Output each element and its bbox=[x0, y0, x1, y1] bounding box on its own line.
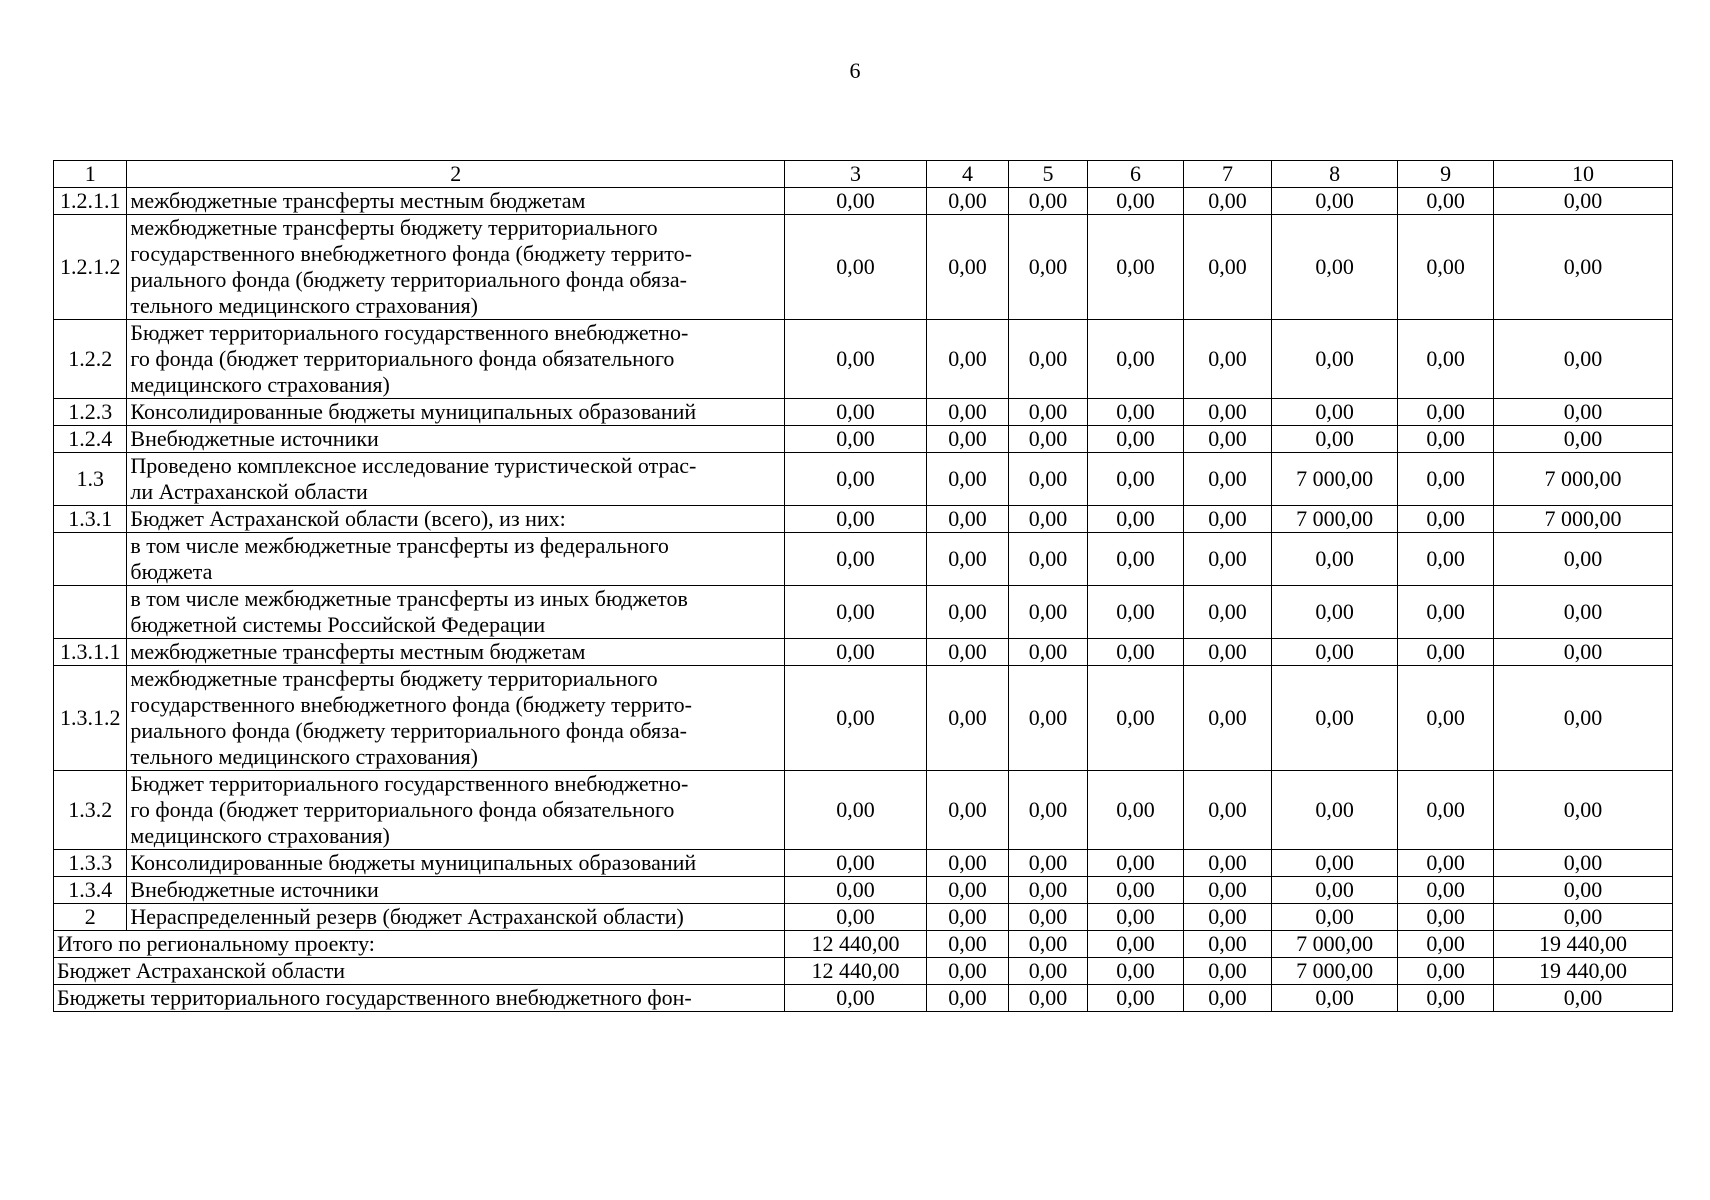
row-name: Консолидированные бюджеты муниципальных образований bbox=[127, 399, 785, 426]
table-row bbox=[54, 850, 1673, 877]
row-value: 0,00 bbox=[1087, 533, 1184, 586]
table-row bbox=[54, 586, 1673, 639]
row-value: 0,00 bbox=[926, 639, 1008, 666]
row-value: 7 000,00 bbox=[1493, 506, 1672, 533]
row-value: 0,00 bbox=[1009, 666, 1087, 771]
row-name: межбюджетные трансферты местным бюджетам bbox=[127, 639, 785, 666]
total-value: 19 440,00 bbox=[1493, 931, 1672, 958]
row-value: 0,00 bbox=[1398, 215, 1494, 320]
row-value: 0,00 bbox=[1271, 215, 1398, 320]
header-cell: 9 bbox=[1398, 161, 1494, 188]
row-value: 0,00 bbox=[1493, 771, 1672, 850]
row-value: 0,00 bbox=[926, 506, 1008, 533]
row-value: 0,00 bbox=[785, 904, 927, 931]
row-value: 0,00 bbox=[1271, 399, 1398, 426]
total-value: 0,00 bbox=[1184, 985, 1271, 1012]
row-value: 0,00 bbox=[1398, 506, 1494, 533]
table-row bbox=[54, 666, 1673, 771]
table-row bbox=[54, 506, 1673, 533]
row-value: 0,00 bbox=[1009, 453, 1087, 506]
row-value: 0,00 bbox=[785, 399, 927, 426]
total-value: 0,00 bbox=[1009, 931, 1087, 958]
header-cell: 4 bbox=[926, 161, 1008, 188]
row-name: Нераспределенный резерв (бюджет Астраханской области) bbox=[127, 904, 785, 931]
row-value: 0,00 bbox=[1009, 877, 1087, 904]
row-value: 0,00 bbox=[1184, 639, 1271, 666]
row-value: 0,00 bbox=[926, 586, 1008, 639]
page-number: 6 bbox=[849, 58, 861, 83]
total-value: 7 000,00 bbox=[1271, 931, 1398, 958]
row-value: 7 000,00 bbox=[1271, 506, 1398, 533]
table-row bbox=[54, 426, 1673, 453]
row-name: межбюджетные трансферты бюджету территориального государственного внебюджетного фонда (бюджету террито- риального фонда (бюджету территориального фонда обяза- тельного медицинского страхования) bbox=[127, 666, 785, 771]
row-value: 0,00 bbox=[1184, 850, 1271, 877]
row-code: 1.3 bbox=[54, 453, 127, 506]
table-row bbox=[54, 453, 1673, 506]
row-value: 0,00 bbox=[926, 904, 1008, 931]
row-value: 0,00 bbox=[1009, 904, 1087, 931]
row-value: 0,00 bbox=[1398, 320, 1494, 399]
total-label: Итого по региональному проекту: bbox=[54, 931, 785, 958]
total-value: 0,00 bbox=[1493, 985, 1672, 1012]
row-value: 0,00 bbox=[1087, 453, 1184, 506]
table-body bbox=[54, 161, 1673, 1012]
row-value: 0,00 bbox=[1493, 399, 1672, 426]
total-value: 0,00 bbox=[1398, 958, 1494, 985]
row-value: 7 000,00 bbox=[1271, 453, 1398, 506]
row-value: 7 000,00 bbox=[1493, 453, 1672, 506]
row-value: 0,00 bbox=[1009, 586, 1087, 639]
total-row bbox=[54, 985, 1673, 1012]
row-value: 0,00 bbox=[1398, 639, 1494, 666]
row-value: 0,00 bbox=[1271, 320, 1398, 399]
header-cell: 8 bbox=[1271, 161, 1398, 188]
table-row bbox=[54, 904, 1673, 931]
row-code: 1.3.1.1 bbox=[54, 639, 127, 666]
row-value: 0,00 bbox=[1087, 188, 1184, 215]
row-value: 0,00 bbox=[1087, 586, 1184, 639]
total-value: 19 440,00 bbox=[1493, 958, 1672, 985]
total-value: 0,00 bbox=[1009, 985, 1087, 1012]
row-value: 0,00 bbox=[1493, 426, 1672, 453]
row-value: 0,00 bbox=[1009, 320, 1087, 399]
row-value: 0,00 bbox=[1009, 399, 1087, 426]
row-value: 0,00 bbox=[1184, 426, 1271, 453]
row-value: 0,00 bbox=[1398, 666, 1494, 771]
row-value: 0,00 bbox=[1493, 850, 1672, 877]
row-value: 0,00 bbox=[785, 850, 927, 877]
total-value: 0,00 bbox=[926, 931, 1008, 958]
total-row bbox=[54, 958, 1673, 985]
row-value: 0,00 bbox=[1398, 399, 1494, 426]
row-value: 0,00 bbox=[1398, 771, 1494, 850]
row-value: 0,00 bbox=[785, 586, 927, 639]
total-value: 7 000,00 bbox=[1271, 958, 1398, 985]
row-value: 0,00 bbox=[926, 877, 1008, 904]
row-value: 0,00 bbox=[1087, 771, 1184, 850]
row-value: 0,00 bbox=[785, 506, 927, 533]
table-row bbox=[54, 188, 1673, 215]
total-value: 0,00 bbox=[1087, 985, 1184, 1012]
row-code: 1.2.1.1 bbox=[54, 188, 127, 215]
row-value: 0,00 bbox=[1087, 399, 1184, 426]
total-value: 0,00 bbox=[1271, 985, 1398, 1012]
table-row bbox=[54, 533, 1673, 586]
row-value: 0,00 bbox=[926, 188, 1008, 215]
row-code: 2 bbox=[54, 904, 127, 931]
row-value: 0,00 bbox=[926, 215, 1008, 320]
row-value: 0,00 bbox=[1493, 877, 1672, 904]
row-value: 0,00 bbox=[785, 771, 927, 850]
row-value: 0,00 bbox=[1009, 771, 1087, 850]
row-value: 0,00 bbox=[1184, 904, 1271, 931]
row-value: 0,00 bbox=[1493, 666, 1672, 771]
total-label: Бюджеты территориального государственного внебюджетного фон- bbox=[54, 985, 785, 1012]
row-value: 0,00 bbox=[1398, 453, 1494, 506]
row-value: 0,00 bbox=[785, 426, 927, 453]
row-value: 0,00 bbox=[1184, 771, 1271, 850]
row-value: 0,00 bbox=[1009, 850, 1087, 877]
header-cell: 5 bbox=[1009, 161, 1087, 188]
row-code: 1.3.2 bbox=[54, 771, 127, 850]
total-value: 12 440,00 bbox=[785, 931, 927, 958]
total-row bbox=[54, 931, 1673, 958]
row-value: 0,00 bbox=[926, 426, 1008, 453]
row-value: 0,00 bbox=[1271, 904, 1398, 931]
table-row bbox=[54, 877, 1673, 904]
row-value: 0,00 bbox=[1271, 771, 1398, 850]
row-value: 0,00 bbox=[1087, 215, 1184, 320]
row-value: 0,00 bbox=[1398, 904, 1494, 931]
row-value: 0,00 bbox=[1493, 533, 1672, 586]
table-row bbox=[54, 215, 1673, 320]
row-value: 0,00 bbox=[1184, 533, 1271, 586]
row-code: 1.2.4 bbox=[54, 426, 127, 453]
row-value: 0,00 bbox=[1087, 850, 1184, 877]
row-value: 0,00 bbox=[1184, 320, 1271, 399]
row-value: 0,00 bbox=[1493, 188, 1672, 215]
total-value: 0,00 bbox=[1009, 958, 1087, 985]
row-code: 1.3.1.2 bbox=[54, 666, 127, 771]
row-value: 0,00 bbox=[1087, 639, 1184, 666]
row-value: 0,00 bbox=[1184, 666, 1271, 771]
row-name: Бюджет Астраханской области (всего), из них: bbox=[127, 506, 785, 533]
row-name: Консолидированные бюджеты муниципальных образований bbox=[127, 850, 785, 877]
row-value: 0,00 bbox=[1009, 506, 1087, 533]
total-value: 0,00 bbox=[926, 985, 1008, 1012]
row-value: 0,00 bbox=[1184, 399, 1271, 426]
row-value: 0,00 bbox=[1398, 188, 1494, 215]
total-value: 0,00 bbox=[926, 958, 1008, 985]
row-value: 0,00 bbox=[1493, 904, 1672, 931]
row-value: 0,00 bbox=[926, 320, 1008, 399]
row-value: 0,00 bbox=[1398, 533, 1494, 586]
row-value: 0,00 bbox=[1398, 586, 1494, 639]
table-row bbox=[54, 639, 1673, 666]
row-value: 0,00 bbox=[785, 877, 927, 904]
row-value: 0,00 bbox=[1271, 426, 1398, 453]
row-value: 0,00 bbox=[1087, 320, 1184, 399]
row-value: 0,00 bbox=[1009, 426, 1087, 453]
row-value: 0,00 bbox=[1087, 506, 1184, 533]
row-value: 0,00 bbox=[785, 215, 927, 320]
total-value: 0,00 bbox=[1184, 931, 1271, 958]
row-value: 0,00 bbox=[1184, 877, 1271, 904]
row-value: 0,00 bbox=[926, 771, 1008, 850]
table-row bbox=[54, 771, 1673, 850]
total-value: 0,00 bbox=[1398, 931, 1494, 958]
total-value: 12 440,00 bbox=[785, 958, 927, 985]
header-row bbox=[54, 161, 1673, 188]
row-code: 1.2.1.2 bbox=[54, 215, 127, 320]
row-value: 0,00 bbox=[1271, 666, 1398, 771]
row-value: 0,00 bbox=[1271, 639, 1398, 666]
row-value: 0,00 bbox=[1087, 904, 1184, 931]
row-value: 0,00 bbox=[1009, 188, 1087, 215]
row-value: 0,00 bbox=[1184, 188, 1271, 215]
row-code: 1.3.4 bbox=[54, 877, 127, 904]
row-value: 0,00 bbox=[1184, 215, 1271, 320]
row-code: 1.3.1 bbox=[54, 506, 127, 533]
total-value: 0,00 bbox=[1184, 958, 1271, 985]
row-value: 0,00 bbox=[1184, 453, 1271, 506]
header-cell: 2 bbox=[127, 161, 785, 188]
row-name: Проведено комплексное исследование туристической отрас- ли Астраханской области bbox=[127, 453, 785, 506]
row-code: 1.2.2 bbox=[54, 320, 127, 399]
row-name: Внебюджетные источники bbox=[127, 426, 785, 453]
row-value: 0,00 bbox=[1009, 215, 1087, 320]
row-value: 0,00 bbox=[926, 453, 1008, 506]
table-row bbox=[54, 399, 1673, 426]
row-name: Бюджет территориального государственного внебюджетно- го фонда (бюджет территориального фонда обязательного медицинского страхования) bbox=[127, 771, 785, 850]
header-cell: 6 bbox=[1087, 161, 1184, 188]
row-name: в том числе межбюджетные трансферты из иных бюджетов бюджетной системы Российской Федерации bbox=[127, 586, 785, 639]
row-name: межбюджетные трансферты бюджету территориального государственного внебюджетного фонда (бюджету террито- риального фонда (бюджету территориального фонда обяза- тельного медицинского страхования) bbox=[127, 215, 785, 320]
row-value: 0,00 bbox=[926, 399, 1008, 426]
row-value: 0,00 bbox=[1184, 506, 1271, 533]
row-value: 0,00 bbox=[1398, 877, 1494, 904]
row-value: 0,00 bbox=[1271, 533, 1398, 586]
header-cell: 7 bbox=[1184, 161, 1271, 188]
row-value: 0,00 bbox=[1271, 586, 1398, 639]
row-value: 0,00 bbox=[785, 453, 927, 506]
row-value: 0,00 bbox=[785, 188, 927, 215]
total-value: 0,00 bbox=[1398, 985, 1494, 1012]
row-value: 0,00 bbox=[1493, 639, 1672, 666]
row-value: 0,00 bbox=[926, 850, 1008, 877]
row-value: 0,00 bbox=[1009, 639, 1087, 666]
row-code bbox=[54, 586, 127, 639]
row-value: 0,00 bbox=[1087, 666, 1184, 771]
total-value: 0,00 bbox=[785, 985, 927, 1012]
row-value: 0,00 bbox=[1184, 586, 1271, 639]
row-value: 0,00 bbox=[926, 666, 1008, 771]
total-value: 0,00 bbox=[1087, 958, 1184, 985]
row-value: 0,00 bbox=[785, 666, 927, 771]
row-value: 0,00 bbox=[1493, 215, 1672, 320]
total-value: 0,00 bbox=[1087, 931, 1184, 958]
row-value: 0,00 bbox=[1493, 586, 1672, 639]
header-cell: 3 bbox=[785, 161, 927, 188]
row-value: 0,00 bbox=[1398, 426, 1494, 453]
budget-table bbox=[53, 160, 1673, 1012]
row-value: 0,00 bbox=[1271, 188, 1398, 215]
row-value: 0,00 bbox=[926, 533, 1008, 586]
row-value: 0,00 bbox=[1271, 877, 1398, 904]
row-name: Бюджет территориального государственного внебюджетно- го фонда (бюджет территориального фонда обязательного медицинского страхования) bbox=[127, 320, 785, 399]
row-name: межбюджетные трансферты местным бюджетам bbox=[127, 188, 785, 215]
row-code: 1.3.3 bbox=[54, 850, 127, 877]
header-cell: 1 bbox=[54, 161, 127, 188]
table-row bbox=[54, 320, 1673, 399]
total-label: Бюджет Астраханской области bbox=[54, 958, 785, 985]
row-code: 1.2.3 bbox=[54, 399, 127, 426]
row-value: 0,00 bbox=[1009, 533, 1087, 586]
row-value: 0,00 bbox=[1493, 320, 1672, 399]
row-name: в том числе межбюджетные трансферты из федерального бюджета bbox=[127, 533, 785, 586]
row-value: 0,00 bbox=[1271, 850, 1398, 877]
row-value: 0,00 bbox=[785, 639, 927, 666]
row-name: Внебюджетные источники bbox=[127, 877, 785, 904]
row-value: 0,00 bbox=[785, 320, 927, 399]
row-value: 0,00 bbox=[1087, 877, 1184, 904]
row-value: 0,00 bbox=[1398, 850, 1494, 877]
row-value: 0,00 bbox=[785, 533, 927, 586]
header-cell: 10 bbox=[1493, 161, 1672, 188]
row-value: 0,00 bbox=[1087, 426, 1184, 453]
row-code bbox=[54, 533, 127, 586]
